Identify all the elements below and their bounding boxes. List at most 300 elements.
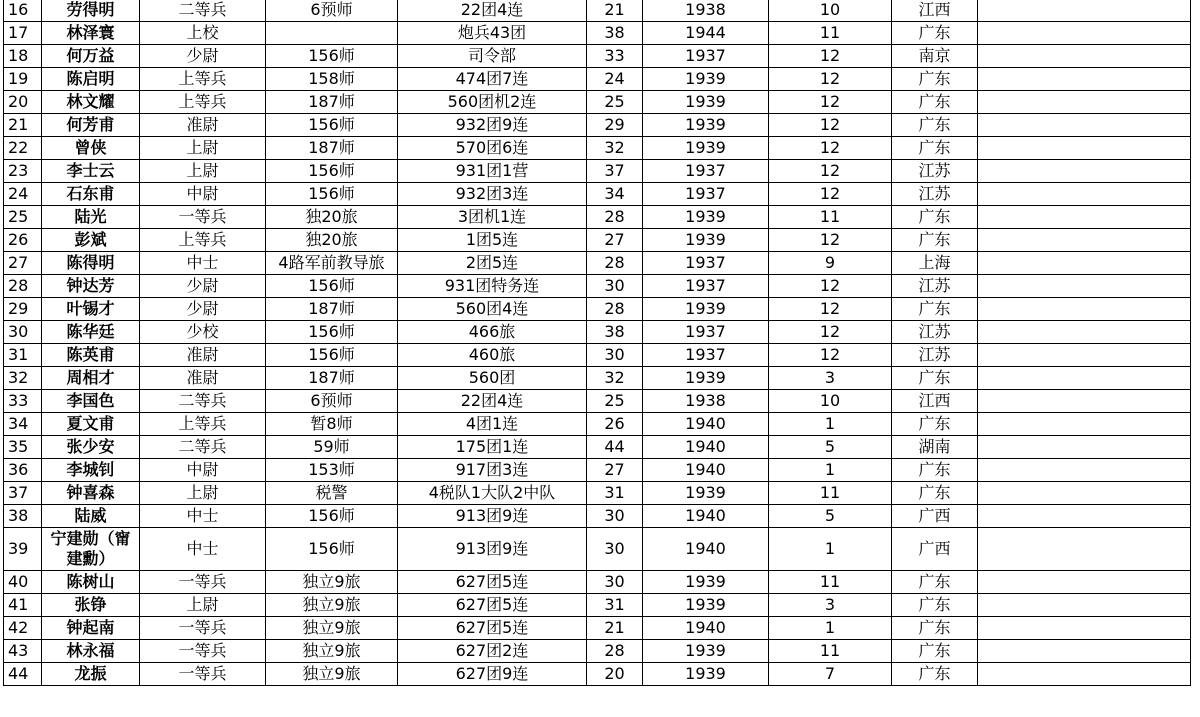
empty-cell[interactable] xyxy=(978,137,1191,160)
table-row xyxy=(4,137,1191,160)
empty-cell[interactable] xyxy=(978,617,1191,640)
row-number-cell[interactable]: 19 xyxy=(4,68,42,91)
age-cell[interactable]: 21 xyxy=(587,617,643,640)
name-cell[interactable]: 周相才 xyxy=(42,367,140,390)
subunit-cell[interactable]: 2团5连 xyxy=(398,252,587,275)
subunit-cell[interactable]: 4团1连 xyxy=(398,413,587,436)
empty-cell[interactable] xyxy=(978,321,1191,344)
year-cell[interactable]: 1937 xyxy=(643,344,769,367)
table-row xyxy=(4,640,1191,663)
age-cell[interactable]: 28 xyxy=(587,640,643,663)
origin-cell[interactable]: 江苏 xyxy=(892,183,978,206)
month-cell[interactable]: 12 xyxy=(769,275,892,298)
empty-cell[interactable] xyxy=(978,390,1191,413)
year-cell[interactable]: 1938 xyxy=(643,0,769,22)
rank-cell[interactable]: 少尉 xyxy=(140,298,266,321)
row-number-cell[interactable]: 30 xyxy=(4,321,42,344)
row-number-cell[interactable]: 41 xyxy=(4,594,42,617)
row-number-cell[interactable]: 17 xyxy=(4,22,42,45)
origin-cell[interactable]: 广东 xyxy=(892,640,978,663)
origin-cell[interactable]: 广东 xyxy=(892,229,978,252)
division-cell[interactable]: 6预师 xyxy=(266,390,398,413)
year-cell[interactable]: 1939 xyxy=(643,640,769,663)
empty-cell[interactable] xyxy=(978,229,1191,252)
year-cell[interactable]: 1940 xyxy=(643,505,769,528)
name-cell[interactable]: 彭斌 xyxy=(42,229,140,252)
month-cell[interactable]: 12 xyxy=(769,298,892,321)
empty-cell[interactable] xyxy=(978,459,1191,482)
year-cell[interactable]: 1939 xyxy=(643,298,769,321)
empty-cell[interactable] xyxy=(978,505,1191,528)
row-number-cell[interactable]: 43 xyxy=(4,640,42,663)
subunit-cell[interactable]: 627团5连 xyxy=(398,571,587,594)
empty-cell[interactable] xyxy=(978,528,1191,571)
age-cell[interactable]: 28 xyxy=(587,206,643,229)
rank-cell[interactable]: 上尉 xyxy=(140,160,266,183)
origin-cell[interactable]: 广东 xyxy=(892,91,978,114)
name-cell[interactable]: 钟达芳 xyxy=(42,275,140,298)
name-cell[interactable]: 钟起南 xyxy=(42,617,140,640)
origin-cell[interactable]: 广东 xyxy=(892,571,978,594)
origin-cell[interactable]: 湖南 xyxy=(892,436,978,459)
month-cell[interactable]: 12 xyxy=(769,91,892,114)
subunit-cell[interactable]: 931团1营 xyxy=(398,160,587,183)
division-cell[interactable]: 6预师 xyxy=(266,0,398,22)
age-cell[interactable]: 30 xyxy=(587,275,643,298)
empty-cell[interactable] xyxy=(978,183,1191,206)
year-cell[interactable]: 1939 xyxy=(643,663,769,686)
row-number-cell[interactable]: 28 xyxy=(4,275,42,298)
table-row xyxy=(4,91,1191,114)
subunit-cell[interactable]: 932团9连 xyxy=(398,114,587,137)
division-cell[interactable]: 独立9旅 xyxy=(266,594,398,617)
division-cell[interactable]: 独20旅 xyxy=(266,206,398,229)
name-cell[interactable]: 何芳甫 xyxy=(42,114,140,137)
rank-cell[interactable]: 准尉 xyxy=(140,344,266,367)
division-cell[interactable]: 187师 xyxy=(266,367,398,390)
name-cell[interactable]: 陈华廷 xyxy=(42,321,140,344)
name-cell[interactable]: 李城钊 xyxy=(42,459,140,482)
age-cell[interactable]: 38 xyxy=(587,22,643,45)
row-number-cell[interactable]: 16 xyxy=(4,0,42,22)
origin-cell[interactable]: 广西 xyxy=(892,528,978,571)
age-cell[interactable]: 33 xyxy=(587,45,643,68)
division-cell[interactable]: 156师 xyxy=(266,528,398,571)
age-cell[interactable]: 28 xyxy=(587,298,643,321)
age-cell[interactable]: 38 xyxy=(587,321,643,344)
month-cell[interactable]: 3 xyxy=(769,367,892,390)
table-row xyxy=(4,482,1191,505)
name-cell[interactable]: 张铮 xyxy=(42,594,140,617)
origin-cell[interactable]: 广东 xyxy=(892,68,978,91)
row-number-cell[interactable]: 37 xyxy=(4,482,42,505)
year-cell[interactable]: 1937 xyxy=(643,275,769,298)
rank-cell[interactable]: 上等兵 xyxy=(140,413,266,436)
division-cell[interactable]: 156师 xyxy=(266,160,398,183)
year-cell[interactable]: 1937 xyxy=(643,183,769,206)
year-cell[interactable]: 1940 xyxy=(643,617,769,640)
rank-cell[interactable]: 准尉 xyxy=(140,114,266,137)
month-cell[interactable]: 12 xyxy=(769,137,892,160)
month-cell[interactable]: 10 xyxy=(769,390,892,413)
name-cell[interactable]: 林永福 xyxy=(42,640,140,663)
year-cell[interactable]: 1939 xyxy=(643,594,769,617)
empty-cell[interactable] xyxy=(978,367,1191,390)
month-cell[interactable]: 1 xyxy=(769,617,892,640)
month-cell[interactable]: 11 xyxy=(769,640,892,663)
month-cell[interactable]: 12 xyxy=(769,344,892,367)
year-cell[interactable]: 1938 xyxy=(643,390,769,413)
age-cell[interactable]: 30 xyxy=(587,505,643,528)
origin-cell[interactable]: 广东 xyxy=(892,22,978,45)
rank-cell[interactable]: 二等兵 xyxy=(140,436,266,459)
name-cell[interactable]: 石东甫 xyxy=(42,183,140,206)
year-cell[interactable]: 1939 xyxy=(643,91,769,114)
subunit-cell[interactable]: 3团机1连 xyxy=(398,206,587,229)
year-cell[interactable]: 1937 xyxy=(643,252,769,275)
rank-cell[interactable]: 中士 xyxy=(140,528,266,571)
month-cell[interactable]: 5 xyxy=(769,436,892,459)
row-number-cell[interactable]: 24 xyxy=(4,183,42,206)
year-cell[interactable]: 1939 xyxy=(643,229,769,252)
origin-cell[interactable]: 江西 xyxy=(892,390,978,413)
subunit-cell[interactable]: 460旅 xyxy=(398,344,587,367)
empty-cell[interactable] xyxy=(978,482,1191,505)
division-cell[interactable]: 187师 xyxy=(266,298,398,321)
row-number-cell[interactable]: 42 xyxy=(4,617,42,640)
origin-cell[interactable]: 南京 xyxy=(892,45,978,68)
name-cell[interactable]: 何万益 xyxy=(42,45,140,68)
row-number-cell[interactable]: 26 xyxy=(4,229,42,252)
row-number-cell[interactable]: 22 xyxy=(4,137,42,160)
empty-cell[interactable] xyxy=(978,344,1191,367)
year-cell[interactable]: 1937 xyxy=(643,45,769,68)
empty-cell[interactable] xyxy=(978,114,1191,137)
month-cell[interactable]: 5 xyxy=(769,505,892,528)
rank-cell[interactable]: 准尉 xyxy=(140,367,266,390)
year-cell[interactable]: 1939 xyxy=(643,68,769,91)
subunit-cell[interactable]: 627团5连 xyxy=(398,617,587,640)
rank-cell[interactable]: 中尉 xyxy=(140,459,266,482)
month-cell[interactable]: 11 xyxy=(769,482,892,505)
subunit-cell[interactable]: 560团 xyxy=(398,367,587,390)
month-cell[interactable]: 12 xyxy=(769,114,892,137)
name-cell[interactable]: 叶锡才 xyxy=(42,298,140,321)
row-number-cell[interactable]: 32 xyxy=(4,367,42,390)
name-cell[interactable]: 陈英甫 xyxy=(42,344,140,367)
row-number-cell[interactable]: 18 xyxy=(4,45,42,68)
subunit-cell[interactable]: 913团9连 xyxy=(398,528,587,571)
age-cell[interactable]: 34 xyxy=(587,183,643,206)
age-cell[interactable]: 29 xyxy=(587,114,643,137)
origin-cell[interactable]: 广东 xyxy=(892,663,978,686)
month-cell[interactable]: 1 xyxy=(769,413,892,436)
division-cell[interactable]: 158师 xyxy=(266,68,398,91)
subunit-cell[interactable]: 627团5连 xyxy=(398,594,587,617)
month-cell[interactable]: 9 xyxy=(769,252,892,275)
division-cell[interactable]: 59师 xyxy=(266,436,398,459)
age-cell[interactable]: 32 xyxy=(587,137,643,160)
name-cell[interactable]: 陆威 xyxy=(42,505,140,528)
origin-cell[interactable]: 江苏 xyxy=(892,275,978,298)
subunit-cell[interactable]: 炮兵43团 xyxy=(398,22,587,45)
empty-cell[interactable] xyxy=(978,594,1191,617)
name-cell[interactable]: 陈得明 xyxy=(42,252,140,275)
name-cell[interactable]: 龙振 xyxy=(42,663,140,686)
division-cell[interactable]: 187师 xyxy=(266,91,398,114)
name-cell[interactable]: 林文耀 xyxy=(42,91,140,114)
table-row xyxy=(4,206,1191,229)
row-number-cell[interactable]: 40 xyxy=(4,571,42,594)
name-cell[interactable]: 李士云 xyxy=(42,160,140,183)
name-cell[interactable]: 林泽寰 xyxy=(42,22,140,45)
rank-cell[interactable]: 少尉 xyxy=(140,45,266,68)
month-cell[interactable]: 11 xyxy=(769,571,892,594)
month-cell[interactable]: 12 xyxy=(769,45,892,68)
month-cell[interactable]: 11 xyxy=(769,206,892,229)
origin-cell[interactable]: 广东 xyxy=(892,114,978,137)
name-cell[interactable]: 夏文甫 xyxy=(42,413,140,436)
rank-cell[interactable]: 上尉 xyxy=(140,594,266,617)
row-number-cell[interactable]: 44 xyxy=(4,663,42,686)
subunit-cell[interactable]: 466旅 xyxy=(398,321,587,344)
month-cell[interactable]: 12 xyxy=(769,229,892,252)
subunit-cell[interactable]: 913团9连 xyxy=(398,505,587,528)
name-cell[interactable]: 劳得明 xyxy=(42,0,140,22)
empty-cell[interactable] xyxy=(978,252,1191,275)
origin-cell[interactable]: 广东 xyxy=(892,298,978,321)
rank-cell[interactable]: 中士 xyxy=(140,505,266,528)
age-cell[interactable]: 27 xyxy=(587,229,643,252)
origin-cell[interactable]: 广东 xyxy=(892,367,978,390)
year-cell[interactable]: 1940 xyxy=(643,459,769,482)
row-number-cell[interactable]: 39 xyxy=(4,528,42,571)
age-cell[interactable]: 26 xyxy=(587,413,643,436)
division-cell[interactable]: 156师 xyxy=(266,321,398,344)
row-number-cell[interactable]: 33 xyxy=(4,390,42,413)
division-cell[interactable]: 187师 xyxy=(266,137,398,160)
origin-cell[interactable]: 广东 xyxy=(892,482,978,505)
rank-cell[interactable]: 上等兵 xyxy=(140,91,266,114)
table-row xyxy=(4,160,1191,183)
table-row xyxy=(4,594,1191,617)
rank-cell[interactable]: 一等兵 xyxy=(140,663,266,686)
month-cell[interactable]: 12 xyxy=(769,68,892,91)
age-cell[interactable]: 44 xyxy=(587,436,643,459)
division-cell[interactable]: 156师 xyxy=(266,344,398,367)
month-cell[interactable]: 3 xyxy=(769,594,892,617)
empty-cell[interactable] xyxy=(978,275,1191,298)
subunit-cell[interactable]: 1团5连 xyxy=(398,229,587,252)
rank-cell[interactable]: 上等兵 xyxy=(140,68,266,91)
month-cell[interactable]: 1 xyxy=(769,459,892,482)
empty-cell[interactable] xyxy=(978,571,1191,594)
subunit-cell[interactable]: 175团1连 xyxy=(398,436,587,459)
year-cell[interactable]: 1939 xyxy=(643,571,769,594)
empty-cell[interactable] xyxy=(978,413,1191,436)
origin-cell[interactable]: 广东 xyxy=(892,617,978,640)
subunit-cell[interactable]: 22团4连 xyxy=(398,0,587,22)
year-cell[interactable]: 1939 xyxy=(643,114,769,137)
subunit-cell[interactable]: 627团9连 xyxy=(398,663,587,686)
month-cell[interactable]: 12 xyxy=(769,160,892,183)
name-cell[interactable]: 宁建勋（甯建勳） xyxy=(42,528,140,571)
age-cell[interactable]: 25 xyxy=(587,91,643,114)
subunit-cell[interactable]: 4税队1大队2中队 xyxy=(398,482,587,505)
division-cell[interactable]: 156师 xyxy=(266,183,398,206)
year-cell[interactable]: 1939 xyxy=(643,367,769,390)
row-number-cell[interactable]: 21 xyxy=(4,114,42,137)
age-cell[interactable]: 31 xyxy=(587,594,643,617)
subunit-cell[interactable]: 917团3连 xyxy=(398,459,587,482)
division-cell[interactable]: 暂8师 xyxy=(266,413,398,436)
rank-cell[interactable]: 少尉 xyxy=(140,275,266,298)
name-cell[interactable]: 李国色 xyxy=(42,390,140,413)
name-cell[interactable]: 曾侠 xyxy=(42,137,140,160)
month-cell[interactable]: 10 xyxy=(769,0,892,22)
year-cell[interactable]: 1940 xyxy=(643,436,769,459)
month-cell[interactable]: 11 xyxy=(769,22,892,45)
subunit-cell[interactable]: 570团6连 xyxy=(398,137,587,160)
origin-cell[interactable]: 江西 xyxy=(892,0,978,22)
rank-cell[interactable]: 上等兵 xyxy=(140,229,266,252)
rank-cell[interactable]: 上校 xyxy=(140,22,266,45)
year-cell[interactable]: 1937 xyxy=(643,160,769,183)
name-cell[interactable]: 张少安 xyxy=(42,436,140,459)
roster-body xyxy=(4,0,1191,686)
origin-cell[interactable]: 广东 xyxy=(892,594,978,617)
year-cell[interactable]: 1939 xyxy=(643,206,769,229)
year-cell[interactable]: 1939 xyxy=(643,482,769,505)
origin-cell[interactable]: 江苏 xyxy=(892,344,978,367)
table-row xyxy=(4,505,1191,528)
age-cell[interactable]: 31 xyxy=(587,482,643,505)
age-cell[interactable]: 24 xyxy=(587,68,643,91)
subunit-cell[interactable]: 560团4连 xyxy=(398,298,587,321)
division-cell[interactable]: 独立9旅 xyxy=(266,640,398,663)
row-number-cell[interactable]: 31 xyxy=(4,344,42,367)
row-number-cell[interactable]: 23 xyxy=(4,160,42,183)
division-cell[interactable]: 156师 xyxy=(266,114,398,137)
subunit-cell[interactable]: 932团3连 xyxy=(398,183,587,206)
division-cell[interactable]: 独立9旅 xyxy=(266,617,398,640)
month-cell[interactable]: 12 xyxy=(769,183,892,206)
name-cell[interactable]: 钟喜森 xyxy=(42,482,140,505)
year-cell[interactable]: 1944 xyxy=(643,22,769,45)
rank-cell[interactable]: 中尉 xyxy=(140,183,266,206)
origin-cell[interactable]: 广东 xyxy=(892,413,978,436)
empty-cell[interactable] xyxy=(978,298,1191,321)
month-cell[interactable]: 7 xyxy=(769,663,892,686)
origin-cell[interactable]: 广东 xyxy=(892,137,978,160)
subunit-cell[interactable]: 627团2连 xyxy=(398,640,587,663)
row-number-cell[interactable]: 29 xyxy=(4,298,42,321)
division-cell[interactable]: 153师 xyxy=(266,459,398,482)
origin-cell[interactable]: 江苏 xyxy=(892,321,978,344)
year-cell[interactable]: 1940 xyxy=(643,413,769,436)
row-number-cell[interactable]: 34 xyxy=(4,413,42,436)
row-number-cell[interactable]: 20 xyxy=(4,91,42,114)
origin-cell[interactable]: 广西 xyxy=(892,505,978,528)
rank-cell[interactable]: 一等兵 xyxy=(140,617,266,640)
subunit-cell[interactable]: 司令部 xyxy=(398,45,587,68)
rank-cell[interactable]: 二等兵 xyxy=(140,390,266,413)
origin-cell[interactable]: 广东 xyxy=(892,459,978,482)
month-cell[interactable]: 1 xyxy=(769,528,892,571)
division-cell[interactable]: 156师 xyxy=(266,45,398,68)
rank-cell[interactable]: 少校 xyxy=(140,321,266,344)
division-cell[interactable] xyxy=(266,22,398,45)
month-cell[interactable]: 12 xyxy=(769,321,892,344)
subunit-cell[interactable]: 22团4连 xyxy=(398,390,587,413)
empty-cell[interactable] xyxy=(978,91,1191,114)
age-cell[interactable]: 30 xyxy=(587,571,643,594)
empty-cell[interactable] xyxy=(978,68,1191,91)
name-cell[interactable]: 陈启明 xyxy=(42,68,140,91)
subunit-cell[interactable]: 474团7连 xyxy=(398,68,587,91)
age-cell[interactable]: 37 xyxy=(587,160,643,183)
subunit-cell[interactable]: 560团机2连 xyxy=(398,91,587,114)
empty-cell[interactable] xyxy=(978,663,1191,686)
year-cell[interactable]: 1937 xyxy=(643,321,769,344)
row-number-cell[interactable]: 35 xyxy=(4,436,42,459)
rank-cell[interactable]: 一等兵 xyxy=(140,206,266,229)
division-cell[interactable]: 独立9旅 xyxy=(266,571,398,594)
row-number-cell[interactable]: 25 xyxy=(4,206,42,229)
year-cell[interactable]: 1939 xyxy=(643,137,769,160)
rank-cell[interactable]: 上尉 xyxy=(140,137,266,160)
age-cell[interactable]: 25 xyxy=(587,390,643,413)
rank-cell[interactable]: 上尉 xyxy=(140,482,266,505)
age-cell[interactable]: 20 xyxy=(587,663,643,686)
division-cell[interactable]: 税警 xyxy=(266,482,398,505)
subunit-cell[interactable]: 931团特务连 xyxy=(398,275,587,298)
age-cell[interactable]: 30 xyxy=(587,344,643,367)
origin-cell[interactable]: 江苏 xyxy=(892,160,978,183)
rank-cell[interactable]: 一等兵 xyxy=(140,640,266,663)
empty-cell[interactable] xyxy=(978,0,1191,22)
row-number-cell[interactable]: 36 xyxy=(4,459,42,482)
age-cell[interactable]: 27 xyxy=(587,459,643,482)
age-cell[interactable]: 32 xyxy=(587,367,643,390)
empty-cell[interactable] xyxy=(978,436,1191,459)
empty-cell[interactable] xyxy=(978,160,1191,183)
year-cell[interactable]: 1940 xyxy=(643,528,769,571)
rank-cell[interactable]: 中士 xyxy=(140,252,266,275)
age-cell[interactable]: 28 xyxy=(587,252,643,275)
table-row xyxy=(4,183,1191,206)
empty-cell[interactable] xyxy=(978,640,1191,663)
row-number-cell[interactable]: 27 xyxy=(4,252,42,275)
age-cell[interactable]: 21 xyxy=(587,0,643,22)
name-cell[interactable]: 陆光 xyxy=(42,206,140,229)
empty-cell[interactable] xyxy=(978,206,1191,229)
division-cell[interactable]: 156师 xyxy=(266,505,398,528)
row-number-cell[interactable]: 38 xyxy=(4,505,42,528)
empty-cell[interactable] xyxy=(978,45,1191,68)
division-cell[interactable]: 4路军前教导旅 xyxy=(266,252,398,275)
rank-cell[interactable]: 一等兵 xyxy=(140,571,266,594)
origin-cell[interactable]: 上海 xyxy=(892,252,978,275)
rank-cell[interactable]: 二等兵 xyxy=(140,0,266,22)
name-cell[interactable]: 陈树山 xyxy=(42,571,140,594)
age-cell[interactable]: 30 xyxy=(587,528,643,571)
division-cell[interactable]: 156师 xyxy=(266,275,398,298)
empty-cell[interactable] xyxy=(978,22,1191,45)
division-cell[interactable]: 独立9旅 xyxy=(266,663,398,686)
origin-cell[interactable]: 广东 xyxy=(892,206,978,229)
division-cell[interactable]: 独20旅 xyxy=(266,229,398,252)
